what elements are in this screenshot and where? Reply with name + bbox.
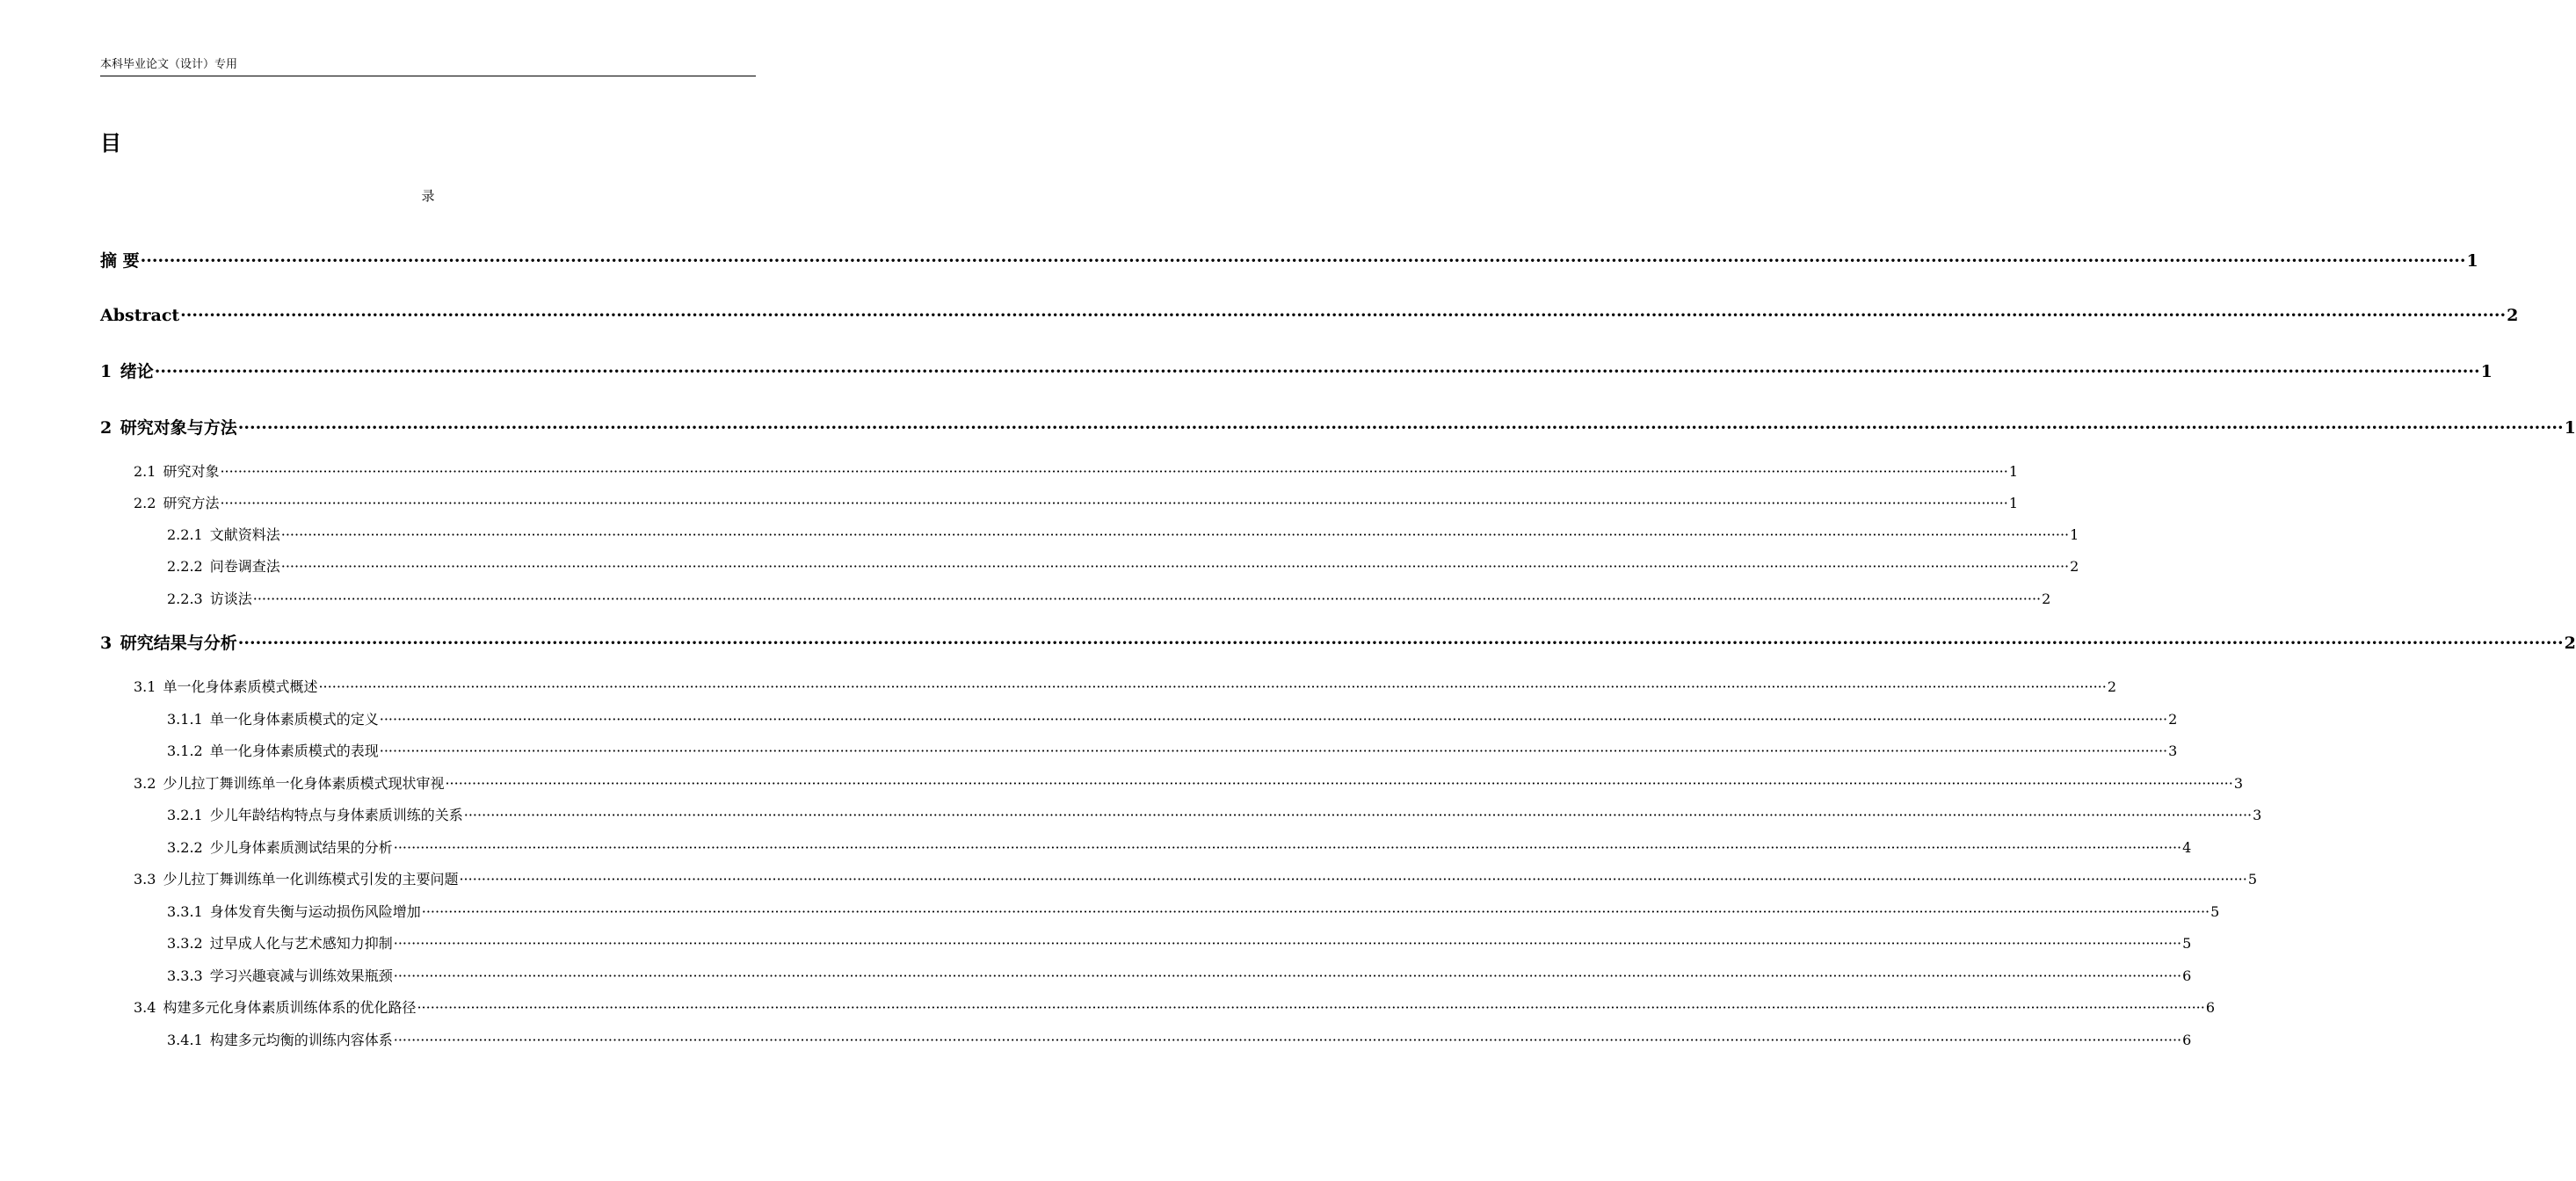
toc-entry[interactable] <box>100 250 2478 272</box>
toc-entry-label: 身体发育失衡与运动损伤风险增加 <box>209 903 421 920</box>
toc-page-number: 1 <box>2466 251 2478 271</box>
toc-entry-number: 3.3.3 <box>167 967 203 984</box>
toc-entry-label: 研究对象与方法 <box>120 418 237 438</box>
toc-entry[interactable] <box>167 590 2051 609</box>
toc-entry[interactable] <box>167 557 2079 576</box>
toc-leader: ················································································································································································································································································································································································································ <box>252 590 2042 607</box>
toc-page-number: 2 <box>2564 634 2576 653</box>
toc-entry-label: 研究方法 <box>163 495 220 511</box>
toc-entry-label: 研究结果与分析 <box>120 634 237 653</box>
header-text: 本科毕业论文（设计）专用 <box>100 58 238 71</box>
toc-entry-number: 2.1 <box>134 463 156 480</box>
toc-page-number: 1 <box>2480 362 2493 381</box>
toc-page-number: 2 <box>2107 678 2117 695</box>
toc-entry[interactable] <box>100 417 2576 439</box>
toc-leader: ················································································································································································································································································································································································································ <box>280 558 2070 575</box>
toc-entry-number: 2 <box>100 418 112 438</box>
toc-entry-label: 访谈法 <box>209 590 252 607</box>
toc-entry-number: 3 <box>100 634 112 653</box>
toc-entry[interactable] <box>134 494 2019 513</box>
toc-entry-label: 摘 要 <box>100 251 140 271</box>
toc-leader: ················································································································································································································································································································································································································ <box>140 251 2466 271</box>
toc-page-number: 2 <box>2507 306 2519 325</box>
toc-entry-label: 单一化身体素质模式的定义 <box>209 711 379 728</box>
toc-page-number: 1 <box>2070 526 2079 543</box>
toc-entry-label: 单一化身体素质模式概述 <box>163 678 318 695</box>
toc-entry[interactable] <box>100 304 2519 327</box>
toc-entry-number: 3.2 <box>134 775 156 792</box>
toc-entry-label: 问卷调查法 <box>209 558 280 575</box>
toc-entry[interactable] <box>134 462 2019 482</box>
toc-entry-label: 过早成人化与艺术感知力抑制 <box>209 935 393 952</box>
toc-entry-number: 3.4.1 <box>167 1032 203 1048</box>
toc-entry-number: 3.3.1 <box>167 903 203 920</box>
toc-entry-number: 3.3.2 <box>167 935 203 952</box>
toc-entry-number: 3.1.1 <box>167 711 203 728</box>
toc-entry[interactable] <box>167 742 2178 761</box>
toc-entry[interactable] <box>167 806 2262 825</box>
toc-entry[interactable] <box>100 360 2493 383</box>
toc-entry-number: 3.1 <box>134 678 156 695</box>
toc-entry[interactable] <box>167 1031 2192 1050</box>
toc-leader: ················································································································································································································································································································································································································ <box>421 903 2210 920</box>
toc-leader: ················································································································································································································································································································································································································ <box>463 807 2253 823</box>
toc-leader: ················································································································································································································································································································································································································ <box>237 634 2564 653</box>
toc-page-number: 5 <box>2210 903 2220 920</box>
toc-leader: ················································································································································································································································································································································································································ <box>459 871 2247 888</box>
toc-page-number: 6 <box>2182 1032 2192 1048</box>
toc-leader: ················································································································································································································································································································································································································ <box>237 418 2564 438</box>
toc-entry[interactable] <box>167 934 2192 953</box>
toc-entry-label: 少儿拉丁舞训练单一化训练模式引发的主要问题 <box>163 871 459 888</box>
toc-page-number: 4 <box>2182 839 2192 856</box>
toc-leader: ················································································································································································································································································································································································································ <box>379 711 2168 728</box>
toc-entry-label: 绪论 <box>120 362 154 381</box>
toc-entry-label: 构建多元化身体素质训练体系的优化路径 <box>163 999 417 1016</box>
toc-page-number: 1 <box>2008 495 2019 511</box>
toc-entry[interactable] <box>134 677 2117 697</box>
toc-page-number: 5 <box>2247 871 2258 888</box>
toc-entry-number: 3.3 <box>134 871 156 888</box>
toc-entry-number: 3.2.2 <box>167 839 203 856</box>
toc-entry-number: 3.1.2 <box>167 743 203 759</box>
toc-title-part1: 目 <box>100 130 121 156</box>
toc-leader: ················································································································································································································································································································································································································ <box>417 999 2205 1016</box>
toc-leader: ················································································································································································································································································································································································································ <box>154 362 2480 381</box>
toc-page-number: 2 <box>2070 558 2079 575</box>
toc-entry[interactable] <box>134 998 2216 1018</box>
toc-page-number: 2 <box>2042 590 2051 607</box>
toc-entry-label: 少儿拉丁舞训练单一化身体素质模式现状审视 <box>163 775 445 792</box>
toc-entry[interactable] <box>134 870 2258 889</box>
toc-entry-label: Abstract <box>100 306 180 325</box>
toc-entry[interactable] <box>134 774 2244 793</box>
toc-entry-label: 研究对象 <box>163 463 220 480</box>
toc-entry-label: 构建多元均衡的训练内容体系 <box>209 1032 393 1048</box>
toc-leader: ················································································································································································································································································································································································································ <box>318 678 2107 695</box>
toc-entry[interactable] <box>167 967 2192 986</box>
toc-title-part2: 录 <box>421 188 435 204</box>
toc-leader: ················································································································································································································································································································································································································ <box>445 775 2233 792</box>
toc-entry-number: 2.2.1 <box>167 526 203 543</box>
toc-leader: ················································································································································································································································································································································································································ <box>280 526 2070 543</box>
toc-entry-number: 2.2.2 <box>167 558 203 575</box>
toc-entry-number: 3.2.1 <box>167 807 203 823</box>
toc-page-number: 6 <box>2205 999 2216 1016</box>
toc-leader: ················································································································································································································································································································································································································ <box>393 839 2182 856</box>
toc-entry-label: 学习兴趣衰减与训练效果瓶颈 <box>209 967 393 984</box>
toc-leader: ················································································································································································································································································································································································································ <box>379 743 2168 759</box>
toc-page-number: 6 <box>2182 967 2192 984</box>
toc-leader: ················································································································································································································································································································································································································ <box>393 967 2182 984</box>
toc-entry[interactable] <box>167 525 2079 545</box>
toc-page-number: 3 <box>2168 743 2178 759</box>
toc-entry-number: 1 <box>100 362 112 381</box>
toc-entry-label: 少儿年龄结构特点与身体素质训练的关系 <box>209 807 463 823</box>
toc-leader: ················································································································································································································································································································································································································ <box>220 463 2008 480</box>
toc-page-number: 3 <box>2233 775 2244 792</box>
toc-leader: ················································································································································································································································································································································································································ <box>220 495 2008 511</box>
toc-entry[interactable] <box>100 632 2576 655</box>
toc-leader: ················································································································································································································································································································································································································ <box>180 306 2507 325</box>
toc-entry-label: 单一化身体素质模式的表现 <box>209 743 379 759</box>
toc-entry[interactable] <box>167 902 2220 922</box>
toc-leader: ················································································································································································································································································································································································································ <box>393 935 2182 952</box>
toc-entry-number: 2.2.3 <box>167 590 203 607</box>
toc-entry[interactable] <box>167 838 2192 858</box>
toc-entry-label: 文献资料法 <box>209 526 280 543</box>
toc-entry-number: 2.2 <box>134 495 156 511</box>
toc-entry[interactable] <box>167 710 2178 729</box>
toc-page-number: 5 <box>2182 935 2192 952</box>
toc-page-number: 1 <box>2008 463 2019 480</box>
toc-page-number: 2 <box>2168 711 2178 728</box>
toc-page-number: 3 <box>2253 807 2262 823</box>
toc-entry-label: 少儿身体素质测试结果的分析 <box>209 839 393 856</box>
toc-entry-number: 3.4 <box>134 999 156 1016</box>
toc-page-number: 1 <box>2564 418 2576 438</box>
toc-leader: ················································································································································································································································································································································································································ <box>393 1032 2182 1048</box>
